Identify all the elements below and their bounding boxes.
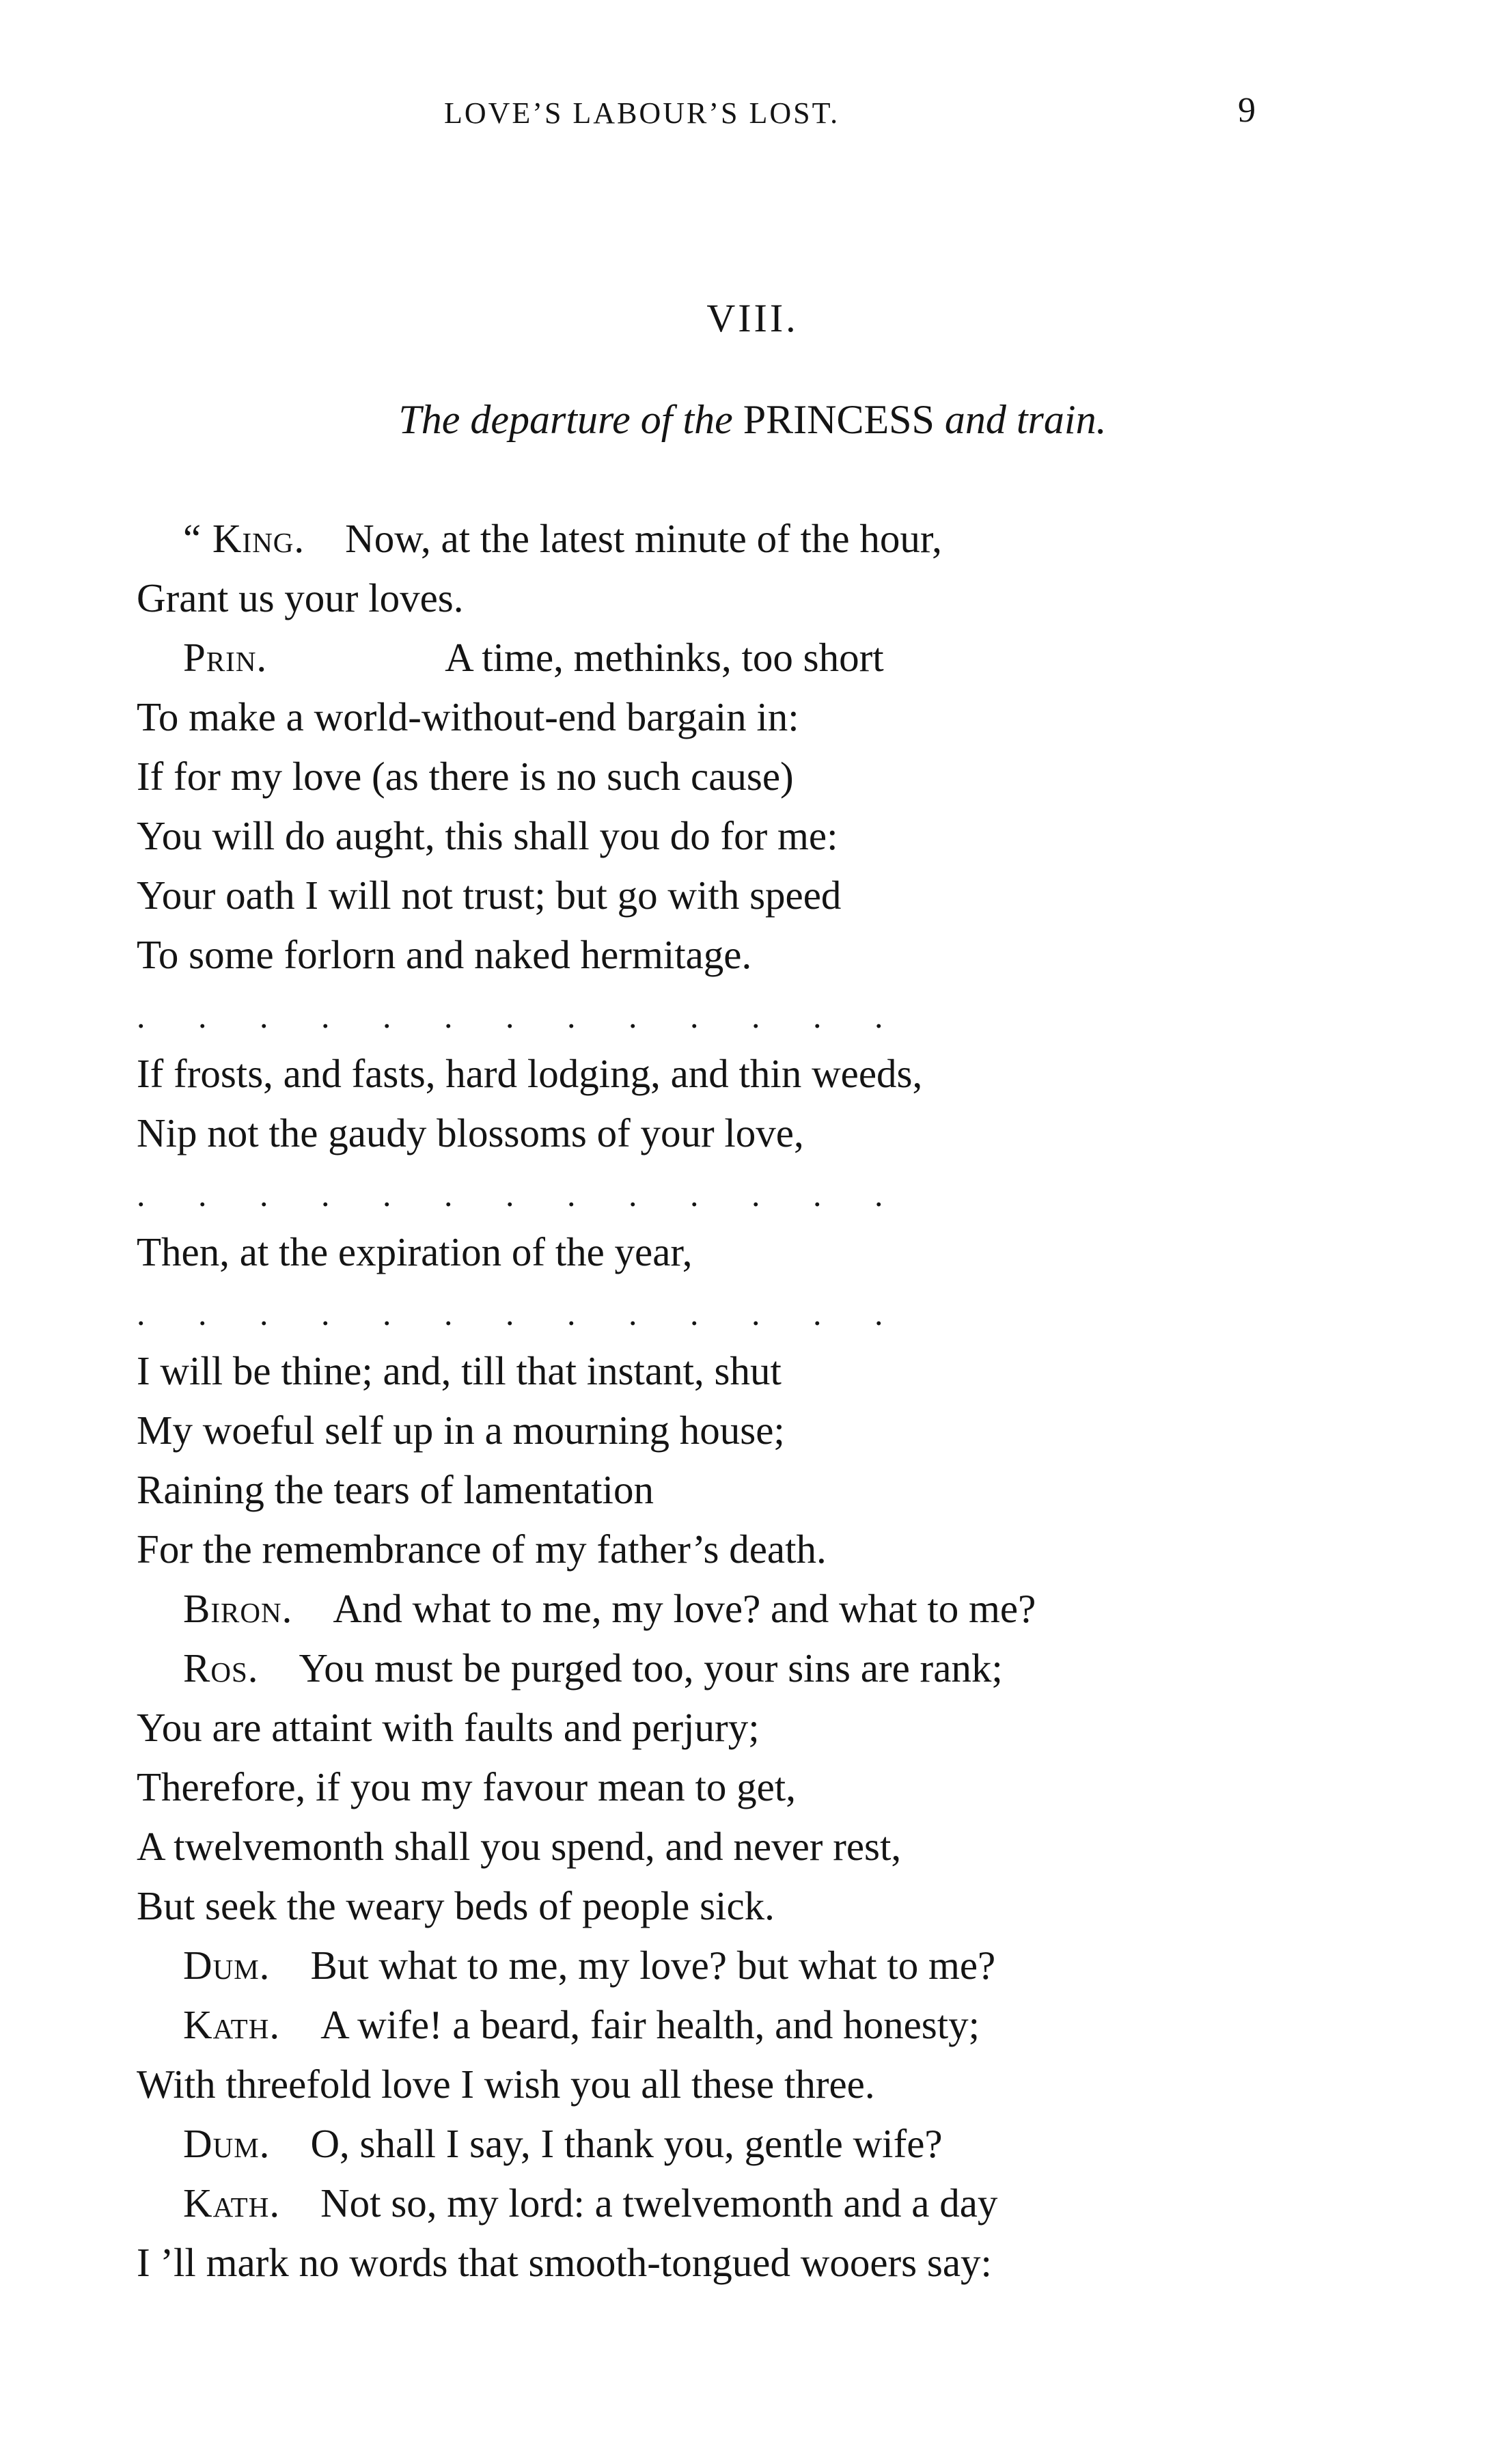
ellipsis-dot: . (383, 997, 391, 1035)
verse-line (137, 2233, 1435, 2292)
line-text: Nip not the gaudy blossoms of your love, (137, 1110, 804, 1155)
line-text: For the remembrance of my father’s death. (137, 1527, 827, 1572)
ellipsis-dot: . (567, 1175, 576, 1214)
ellipsis-dot: . (444, 1175, 453, 1214)
ellipsis-dot: . (506, 1294, 514, 1332)
ellipsis-dot: . (690, 1175, 699, 1214)
subtitle-name: PRINCESS (743, 397, 935, 442)
verse-line (137, 569, 1435, 628)
verse-line (137, 628, 1435, 687)
line-text: You are attaint with faults and perjury; (137, 1705, 760, 1750)
line-text: And what to me, my love? and what to me? (333, 1586, 1036, 1631)
verse-line (137, 1579, 1435, 1639)
line-text: But what to me, my love? but what to me? (310, 1943, 996, 1988)
ellipsis-dot: . (567, 1294, 576, 1332)
ellipsis-dot: . (751, 1294, 760, 1332)
verse-line (137, 1698, 1435, 1757)
verse-line (137, 509, 1435, 569)
speaker-name: Kath. (183, 2180, 281, 2226)
ellipsis-dot: . (383, 1294, 391, 1332)
line-text: But seek the weary beds of people sick. (137, 1883, 775, 1928)
line-text: With threefold love I wish you all these three. (137, 2062, 875, 2107)
verse-line (137, 1876, 1435, 1936)
verse-line (137, 2114, 1435, 2174)
ellipsis-line (137, 985, 1435, 1044)
ellipsis-line (137, 1163, 1435, 1222)
ellipsis-dot: . (629, 997, 637, 1035)
running-title: LOVE’S LABOUR’S LOST. (444, 96, 840, 130)
ellipsis-dot: . (198, 1175, 207, 1214)
ellipsis-dot: . (198, 1294, 207, 1332)
verse-line (137, 687, 1435, 747)
verse-line (137, 1222, 1435, 1282)
verse-line (137, 1639, 1435, 1698)
speaker-name: Biron. (183, 1586, 293, 1631)
ellipsis-dot: . (506, 997, 514, 1035)
ellipsis-dot: . (874, 997, 883, 1035)
section-numeral: VIII. (706, 296, 799, 340)
ellipsis-dot: . (690, 997, 699, 1035)
line-text: Not so, my lord: a twelvemonth and a day (320, 2180, 998, 2226)
line-text: To make a world-without-end bargain in: (137, 694, 799, 739)
verse-block (137, 509, 1435, 2292)
ellipsis-dot: . (137, 997, 146, 1035)
ellipsis-dot: . (444, 997, 453, 1035)
ellipsis-dot: . (629, 1294, 637, 1332)
verse-line (137, 1460, 1435, 1520)
line-text: A twelvemonth shall you spend, and never rest, (137, 1824, 902, 1869)
line-text: Your oath I will not trust; but go with speed (137, 873, 842, 918)
line-text: A wife! a beard, fair health, and honesty; (320, 2002, 980, 2047)
speaker-name: “ King. (183, 516, 305, 561)
line-text: I will be thine; and, till that instant, shut (137, 1348, 782, 1393)
speaker-name: Kath. (183, 2002, 281, 2047)
line-text: To some forlorn and naked hermitage. (137, 932, 752, 977)
ellipsis-dot: . (567, 997, 576, 1035)
ellipsis-dot: . (321, 1294, 330, 1332)
ellipsis-dot: . (383, 1175, 391, 1214)
line-text: Therefore, if you my favour mean to get, (137, 1764, 796, 1809)
verse-line (137, 806, 1435, 866)
ellipsis-dot: . (260, 1175, 268, 1214)
subtitle-part2: and train. (934, 397, 1107, 442)
ellipsis-dot: . (321, 1175, 330, 1214)
verse-line (137, 1817, 1435, 1876)
verse-line (137, 2055, 1435, 2114)
speaker-name: Ros. (183, 1645, 259, 1690)
verse-line (137, 2174, 1435, 2233)
ellipsis-dot: . (260, 1294, 268, 1332)
subtitle-part1: The departure of the (398, 397, 743, 442)
verse-line (137, 1104, 1435, 1163)
ellipsis-dot: . (751, 997, 760, 1035)
line-text: A time, methinks, too short (445, 635, 884, 680)
ellipsis-line (137, 1282, 1435, 1341)
line-text: O, shall I say, I thank you, gentle wife? (310, 2121, 943, 2166)
speaker-name: Dum. (183, 1943, 271, 1988)
verse-line (137, 1044, 1435, 1104)
line-text: Raining the tears of lamentation (137, 1467, 654, 1512)
verse-line (137, 1757, 1435, 1817)
ellipsis-dot: . (813, 1175, 822, 1214)
ellipsis-dot: . (137, 1294, 146, 1332)
ellipsis-dot: . (751, 1175, 760, 1214)
verse-line (137, 747, 1435, 806)
line-text: Then, at the expiration of the year, (137, 1229, 693, 1274)
line-text: I ’ll mark no words that smooth-tongued wooers say: (137, 2240, 992, 2285)
ellipsis-dot: . (813, 997, 822, 1035)
section-subtitle (0, 396, 1505, 443)
ellipsis-dot: . (874, 1175, 883, 1214)
ellipsis-dot: . (629, 1175, 637, 1214)
line-text: You will do aught, this shall you do for me: (137, 813, 838, 858)
line-text: You must be purged too, your sins are rank; (299, 1645, 1003, 1690)
page-number: 9 (1238, 91, 1256, 130)
ellipsis-dot: . (874, 1294, 883, 1332)
verse-line (137, 1341, 1435, 1401)
verse-line (137, 1520, 1435, 1579)
ellipsis-dot: . (260, 997, 268, 1035)
line-text: If frosts, and fasts, hard lodging, and thin weeds, (137, 1051, 923, 1096)
speaker-name: Prin. (183, 635, 268, 680)
line-text: Now, at the latest minute of the hour, (345, 516, 942, 561)
line-text: Grant us your loves. (137, 575, 464, 620)
ellipsis-dot: . (137, 1175, 146, 1214)
ellipsis-dot: . (198, 997, 207, 1035)
verse-line (137, 925, 1435, 985)
verse-line (137, 1401, 1435, 1460)
ellipsis-dot: . (813, 1294, 822, 1332)
verse-line (137, 866, 1435, 925)
line-text: If for my love (as there is no such cause) (137, 754, 794, 799)
ellipsis-dot: . (690, 1294, 699, 1332)
ellipsis-dot: . (506, 1175, 514, 1214)
ellipsis-dot: . (444, 1294, 453, 1332)
ellipsis-dot: . (321, 997, 330, 1035)
verse-line (137, 1936, 1435, 1995)
verse-line (137, 1995, 1435, 2055)
speaker-name: Dum. (183, 2121, 271, 2166)
line-text: My woeful self up in a mourning house; (137, 1408, 785, 1453)
